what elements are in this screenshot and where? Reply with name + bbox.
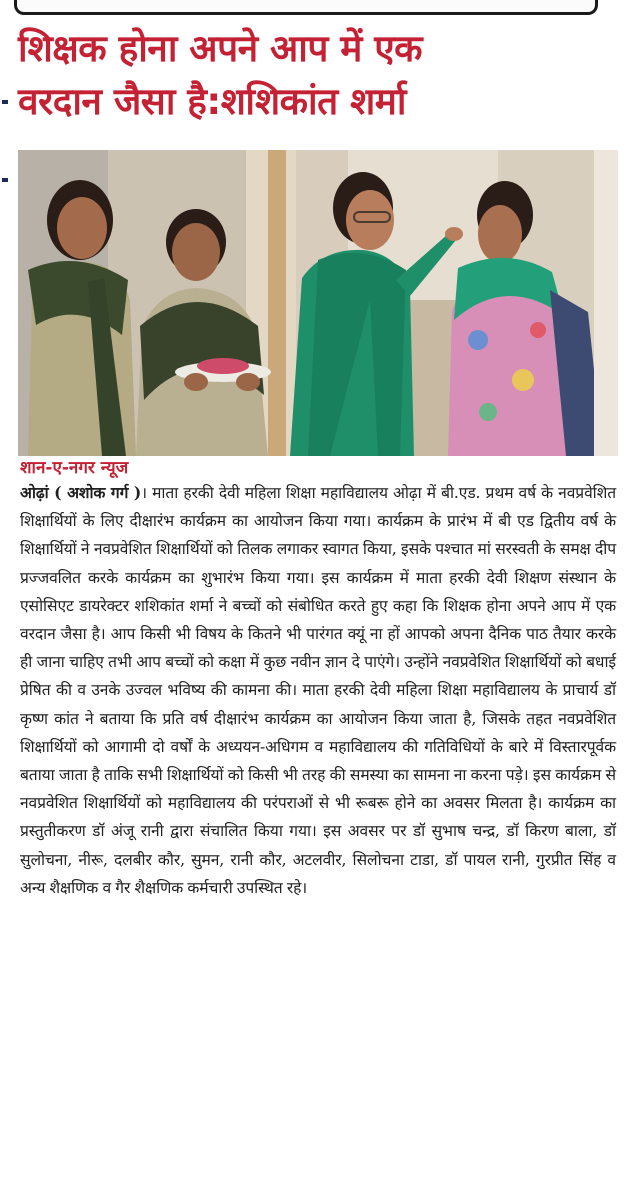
news-photo <box>18 150 618 456</box>
previous-clipping-border <box>14 0 598 15</box>
margin-mark <box>2 100 8 104</box>
headline-line-2: वरदान जैसा है:शशिकांत शर्मा <box>18 80 406 123</box>
margin-mark <box>2 178 8 182</box>
headline <box>18 22 618 128</box>
students-welcome-photo-icon <box>18 150 618 456</box>
article-body <box>20 479 616 1197</box>
headline-line-1: शिक्षक होना अपने आप में एक <box>18 27 423 70</box>
dateline: ओढ़ां ( अशोक गर्ग ) <box>20 483 142 502</box>
byline: शान-ए-नगर न्यूज <box>20 458 129 478</box>
top-strip <box>0 0 635 16</box>
article-text: । माता हरकी देवी महिला शिक्षा महाविद्यालय ओढ़ा में बी.एड. प्रथम वर्ष के नवप्रवेशित शिक्षार्थियों के लिए दीक्षारंभ कार्यक्रम का आयोजन किया गया। कार्यक्रम के प्रारंभ में बी एड द्वितीय वर्ष के शिक्षार्थियों ने नवप्रवेशित शिक्षार्थियों को तिलक लगाकर स्वागत किया, इसके पश्चात मां सरस्वती के समक्ष दीप प्रज्जवलित करके कार्यक्रम का शुभारंभ किया गया। इस कार्यक्रम में माता हरकी देवी शिक्षण संस्थान के एसोसिएट डायरेक्टर शशिकांत शर्मा ने बच्चों को संबोधित करते हुए कहा कि शिक्षक होना अपने आप में एक वरदान जैसा है। आप किसी भी विषय के कितने भी पारंगत क्यूं ना हों आपको अपना दैनिक पाठ तैयार करके ही जाना चाहिए तभी आप बच्चों को कक्षा में कुछ नवीन ज्ञान दे पाएंगे। उन्होंने नवप्रवेशित शिक्षार्थियों को बधाई प्रेषित की व उनके उज्वल भविष्य की कामना की। माता हरकी देवी महिला शिक्षा महाविद्यालय के प्राचार्य डॉ कृष्ण कांत ने बताया कि प्रति वर्ष दीक्षारंभ कार्यक्रम का आयोजन किया जाता है, जिसके तहत नवप्रवेशित शिक्षार्थियों को आगामी दो वर्षों के अध्ययन-अधिगम व महाविद्यालय की गतिविधियों के बारे में विस्तारपूर्वक बताया जाता है ताकि सभी शिक्षार्थियों को किसी भी तरह की समस्या का सामना ना करना पड़े। इस कार्यक्रम से नवप्रवेशित शिक्षार्थियों को महाविद्यालय की परंपराओं से भी रूबरू होने का अवसर मिलता है। कार्यक्रम का प्रस्तुतीकरण डॉ अंजू रानी द्वारा संचालित किया गया। इस अवसर पर डॉ सुभाष चन्द्र, डॉ किरण बाला, डॉ सुलोचना, नीरू, दलबीर कौर, सुमन, रानी कौर, अटलवीर, सिलोचना टाडा, डॉ पायल रानी, गुरप्रीत सिंह व अन्य शैक्षणिक व गैर शैक्षणिक कर्मचारी उपस्थित रहे। <box>20 484 616 897</box>
